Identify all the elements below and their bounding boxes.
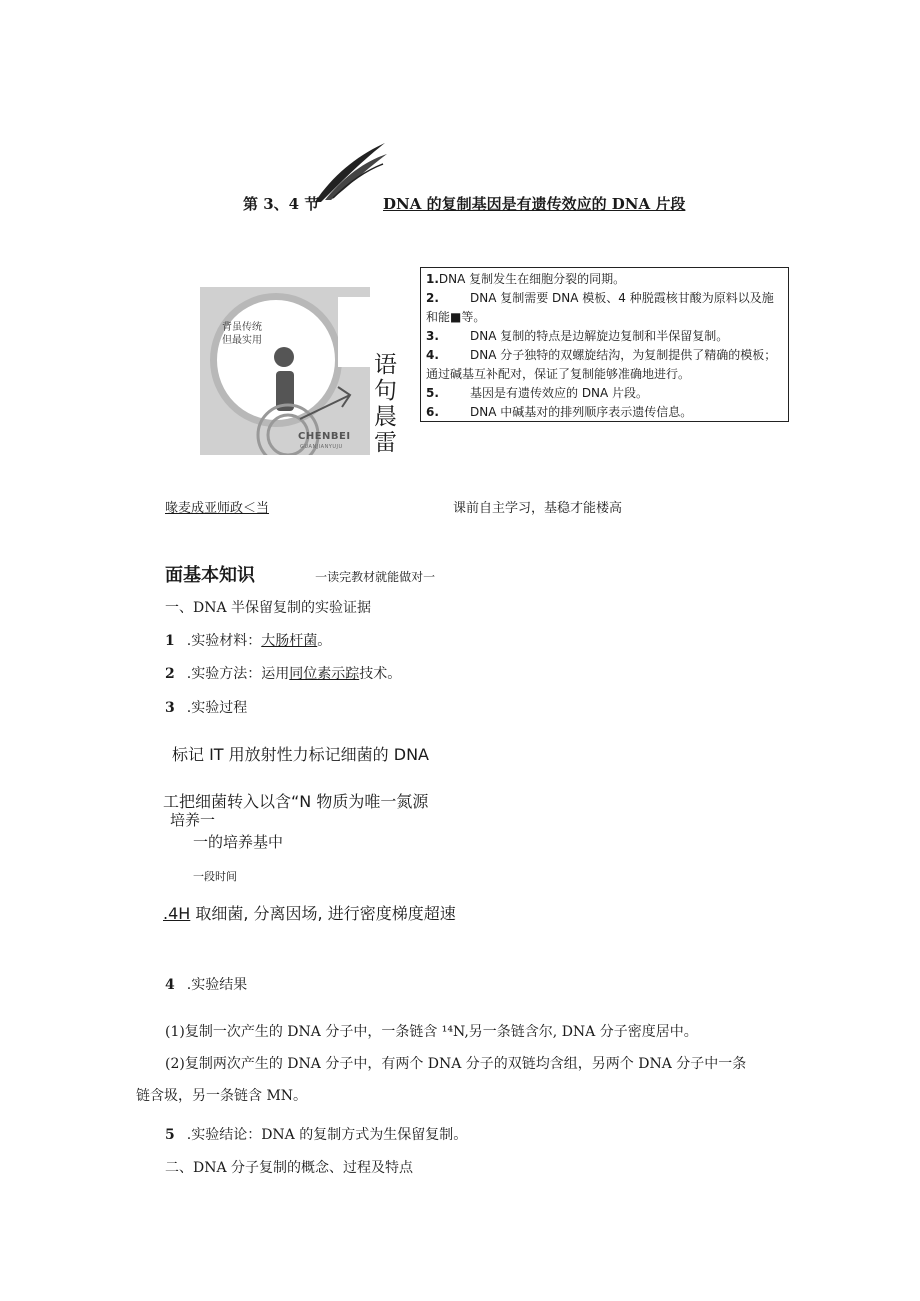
section-number: 第 3、4 节: [243, 195, 320, 213]
part2-heading: 二、DNA 分子复制的概念、过程及特点: [165, 1160, 414, 1176]
item-label: .实验方法：运用: [186, 666, 290, 682]
item-num: 4: [165, 977, 175, 993]
item-end: 。: [317, 633, 332, 649]
process-step-2: 工把细菌转入以含“N 物质为唯一氮源: [163, 792, 429, 811]
summary-item: [426, 403, 783, 422]
banner-left-text: 喙麦成亚师政＜当: [165, 501, 270, 516]
summary-num: 5.: [426, 386, 439, 400]
process-step-1: 标记 IT 用放射性力标记细菌的 DNA: [172, 745, 429, 764]
summary-text: DNA 中碱基对的排列顺序表示遗传信息。: [470, 405, 693, 419]
result-2a: (2)复制两次产生的 DNA 分子中，有两个 DNA 分子的双链均含组，另两个 DNA 分子中一条: [165, 1056, 747, 1072]
person-arrow-icon: [200, 287, 370, 455]
item-end: 技术。: [359, 666, 402, 682]
summary-text: DNA 复制发生在细胞分裂的同期。: [438, 272, 626, 286]
summary-item: [426, 346, 783, 384]
summary-num: 2.: [426, 291, 439, 305]
vertical-char: 雷: [374, 430, 397, 456]
vertical-char: 语: [374, 352, 397, 378]
promo-brand-sub: GUANJIANYUJU: [300, 444, 343, 450]
item-num: 2: [165, 666, 175, 682]
summary-text: 基因是有遗传效应的 DNA 片段。: [470, 386, 649, 400]
process-step-3: [163, 901, 456, 924]
summary-item: [426, 270, 783, 289]
item-label: .实验材料：: [186, 633, 262, 649]
item-4: [165, 974, 247, 994]
result-2b: 链含圾，另一条链含 MN。: [136, 1088, 308, 1104]
process-step-2b: 一的培养基中: [193, 833, 284, 851]
item-label: .实验结果: [186, 977, 248, 993]
summary-num: 1.: [426, 272, 439, 286]
vertical-char: 句: [374, 378, 397, 404]
process-step-2-label: 培养一: [170, 811, 216, 829]
item-2: [165, 663, 401, 683]
part1-heading: 一、DNA 半保留复制的实验证据: [165, 600, 372, 616]
summary-num: 6.: [426, 405, 439, 419]
summary-num: 3.: [426, 329, 439, 343]
summary-num: 4.: [426, 348, 439, 362]
item-num: 1: [165, 633, 175, 649]
summary-item: [426, 384, 783, 403]
item-num: 3: [165, 700, 175, 716]
decorative-slash-logo: [313, 140, 388, 205]
lesson-title: DNA 的复制基因是有遗传效应的 DNA 片段: [383, 195, 686, 213]
item-num: 5: [165, 1127, 175, 1143]
key-sentences-box: [420, 267, 789, 422]
promo-brand: CHENBEI: [298, 431, 351, 442]
summary-item: [426, 289, 783, 327]
item-5: [165, 1124, 467, 1144]
item-label: .实验结论：DNA 的复制方式为生保留复制。: [186, 1127, 468, 1143]
item-value: 同位素示踪: [289, 666, 360, 682]
section-heading: [165, 561, 435, 587]
lesson-title-row: [243, 193, 686, 214]
result-1: (1)复制一次产生的 DNA 分子中，一条链含 ¹⁴N,另一条链含尔, DNA 分子密度居中。: [165, 1024, 698, 1040]
item-3: [165, 697, 247, 717]
promo-illustration: [200, 287, 370, 455]
item-1: [165, 630, 331, 650]
summary-text: DNA 复制的特点是边解旋边复制和半保留复制。: [470, 329, 729, 343]
section-subtitle: 一读完教材就能做对一: [315, 570, 436, 584]
summary-text: DNA 复制需要 DNA 模板、4 种脱霞核甘酸为原料以及施和能■等。: [426, 291, 774, 324]
summary-text: DNA 分子独特的双螺旋结沟，为复制提供了精确的模板；通过碱基互补配对，保证了复制能够准确地进行。: [426, 348, 777, 381]
vertical-char: 晨: [374, 404, 397, 430]
summary-item: [426, 327, 783, 346]
promo-bubble-text: 背虽传统 但最实用: [222, 322, 262, 346]
item-label: .实验过程: [186, 700, 248, 716]
section-title: 面基本知识: [165, 565, 255, 586]
process-duration: 一段时间: [193, 870, 237, 883]
process-step-3-prefix: .4H: [163, 904, 191, 923]
banner-right-text: 课前自主学习，基稳才能楼高: [453, 501, 623, 516]
process-step-3-text: 取细菌, 分离因场, 进行密度梯度超速: [190, 904, 456, 923]
vertical-title: [374, 352, 404, 456]
item-value: 大肠杆菌: [261, 633, 318, 649]
